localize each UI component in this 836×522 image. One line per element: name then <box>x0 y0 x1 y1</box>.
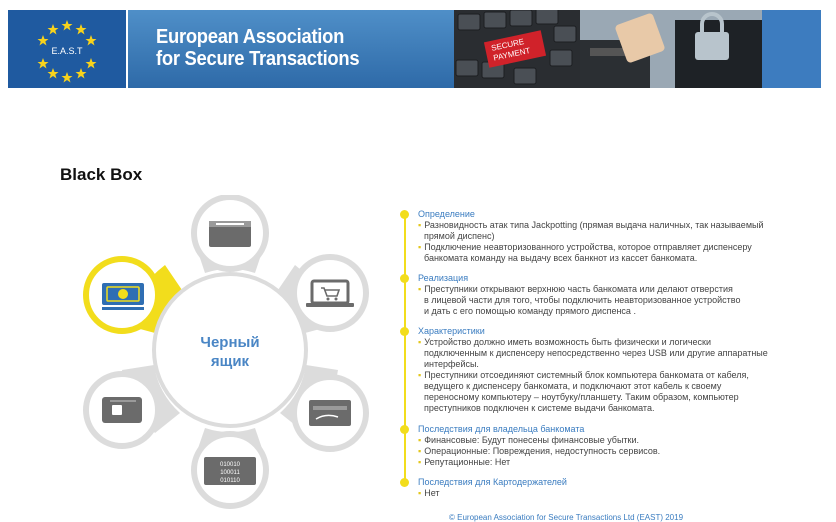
secure-payment-key: SECURE PAYMENT <box>484 30 546 67</box>
bullet-continuation: подключенным к диспенсеру непосредственно через USB или другие аппаратные <box>424 348 768 358</box>
bullet-text: Нет <box>424 488 440 498</box>
bullet-text: Устройство должно иметь возможность быть физически и логически <box>424 337 711 347</box>
bullet-text: Финансовые: Будут понесены финансовые убытки. <box>424 435 640 445</box>
copyright-footer: © European Association for Secure Transactions Ltd (EAST) 2019 <box>449 513 684 522</box>
bullet-text: Операционные: Повреждения, недоступность сервисов. <box>424 446 661 456</box>
binary-line-3: 010110 <box>220 478 240 484</box>
bullet-item <box>418 337 711 348</box>
bullet-continuation: банкомата команду на выдачу всех банкнот из кассет банкомата. <box>424 253 698 263</box>
bullet-continuation: ведущего к диспенсеру банкомата, и подключают этот кабель к своему <box>424 381 722 391</box>
timeline-dot <box>400 425 409 434</box>
chip-card-icon <box>86 374 158 446</box>
section-title: Характеристики <box>418 326 485 336</box>
bullet-icon: ▪ <box>418 370 422 380</box>
banner-blue-panel <box>762 10 821 88</box>
banner <box>8 10 821 88</box>
center-label <box>180 333 280 371</box>
bullet-icon: ▪ <box>418 220 422 230</box>
logo-text: E.A.S.T <box>51 46 83 56</box>
bullet-item <box>418 370 749 381</box>
bullet-continuation: преступников подключен к системе выдачи банкомата. <box>424 403 655 413</box>
bullet-item <box>418 284 733 295</box>
binary-line-2: 100011 <box>220 470 240 476</box>
bullet-continuation: интерфейсы. <box>424 359 479 369</box>
bullet-icon: ▪ <box>418 488 422 498</box>
binary-card-icon <box>194 434 266 506</box>
bullet-icon: ▪ <box>418 242 422 252</box>
section-title: Реализация <box>418 273 469 283</box>
bullet-text: Разновидность атак типа Jackpotting (прямая выдача наличных, так называемый <box>424 220 764 230</box>
center-label-line-2: ящик <box>210 353 250 370</box>
bullet-item <box>418 457 510 468</box>
bullet-text: Преступники отсоединяют системный блок компьютера банкомата от кабеля, <box>424 370 749 380</box>
section-title: Последствия для Картодержателей <box>418 477 567 487</box>
bullet-continuation: прямой диспенс) <box>424 231 495 241</box>
section-title: Последствия для владельца банкомата <box>418 424 585 434</box>
center-label-line-1: Черный <box>200 334 260 351</box>
section-title: Определение <box>418 209 475 219</box>
page-title: Black Box <box>60 165 143 184</box>
black-box-diagram <box>80 195 380 515</box>
bullet-text: Репутационные: Нет <box>424 457 511 467</box>
keyboard-photo <box>454 10 580 88</box>
bullet-icon: ▪ <box>418 284 422 294</box>
bullet-continuation: и дать с его помощью команду прямого диспенса . <box>424 306 636 316</box>
title-line-2: for Secure Transactions <box>156 48 360 70</box>
title-line-1: European Association <box>156 26 345 48</box>
bullet-item <box>418 446 660 457</box>
timeline-dot <box>400 274 409 283</box>
card-reader-icon <box>294 377 366 449</box>
eu-stars-icon <box>8 10 126 88</box>
bullet-icon: ▪ <box>418 446 422 456</box>
bullet-item <box>418 242 752 253</box>
atm-top-icon <box>194 197 266 269</box>
bullet-icon: ▪ <box>418 337 422 347</box>
timeline-dot <box>400 210 409 219</box>
association-title <box>128 10 454 88</box>
bullet-item <box>418 220 764 231</box>
binary-line-1: 010010 <box>219 462 241 468</box>
bullet-item <box>418 488 440 499</box>
bullet-continuation: переносному компьютеру – ноутбуку/планшету. Таким образом, компьютер <box>424 392 739 402</box>
bullet-text: Преступники открывают верхнюю часть банкомата или делают отверстия <box>424 284 733 294</box>
laptop-cart-icon <box>294 257 366 329</box>
cash-icon <box>86 259 158 331</box>
bullet-text: Подключение неавторизованного устройства, которое отправляет диспенсеру <box>424 242 752 252</box>
east-logo <box>8 10 128 88</box>
timeline-dot <box>400 327 409 336</box>
timeline-line <box>404 215 406 485</box>
timeline-dot <box>400 478 409 487</box>
bullet-icon: ▪ <box>418 435 422 445</box>
bullet-icon: ▪ <box>418 457 422 467</box>
bullet-continuation: в лицевой части для того, чтобы подключить неавторизованное устройство <box>424 295 741 305</box>
bullet-item <box>418 435 639 446</box>
payment-terminal-photo <box>580 10 762 88</box>
